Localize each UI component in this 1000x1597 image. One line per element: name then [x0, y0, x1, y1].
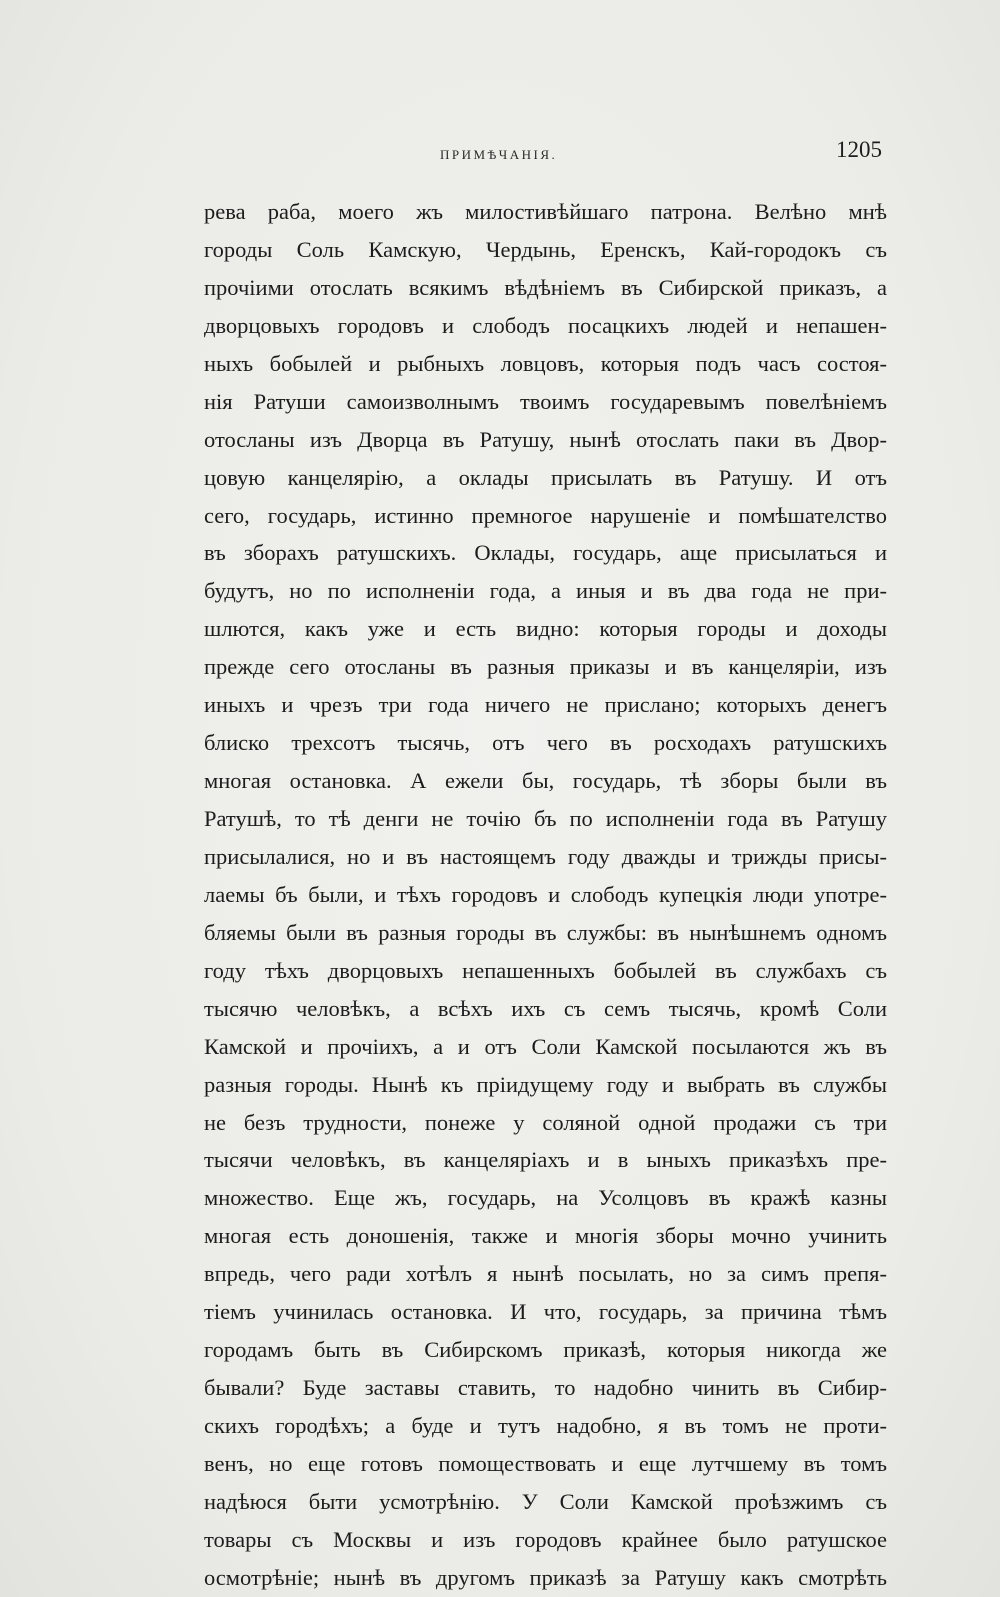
text-line: отосланы изъ Дворца въ Ратушу, нынѣ отослать паки въ Двор- [204, 426, 887, 452]
text-line: бляемы были въ разныя городы въ службы: въ нынѣшнемъ одномъ [204, 919, 887, 945]
text-line: венъ, но еще готовъ помоществовать и еще лутчшему въ томъ [204, 1450, 887, 1476]
text-line: товары съ Москвы и изъ городовъ крайнее было ратушское [204, 1526, 887, 1552]
text-line: Ратушѣ, то тѣ денги не точію бъ по исполненіи года въ Ратушу [204, 806, 887, 831]
text-line: множество. Еще жъ, государь, на Усолцовъ въ кражѣ казны [204, 1185, 887, 1211]
text-line: рева раба, моего жъ милостивѣйшаго патрона. Велѣно мнѣ [204, 199, 887, 224]
text-line: тысячю человѣкъ, а всѣхъ ихъ съ семъ тысячь, кромѣ Соли [204, 995, 887, 1021]
text-line: не безъ трудности, понеже у соляной одной продажи съ три [204, 1109, 887, 1135]
text-line: лаемы бъ были, и тѣхъ городовъ и слободъ купецкія люди употре- [204, 881, 887, 907]
text-line: въ зборахъ ратушскихъ. Оклады, государь, аще присылаться и [204, 540, 887, 566]
text-line: иныхъ и чрезъ три года ничего не прислано; которыхъ денегъ [204, 692, 887, 718]
text-line: цовую канцелярію, а оклады присылать въ Ратушу. И отъ [204, 464, 887, 490]
text-line: надѣюся быти усмотрѣнію. У Соли Камской проѣзжимъ съ [204, 1488, 887, 1514]
text-line: будутъ, но по исполненіи года, а иныя и въ два года не при- [204, 578, 887, 604]
text-line: бывали? Буде заставы ставить, то надобно чинить въ Сибир- [204, 1375, 887, 1401]
text-line: многая остановка. А ежели бы, государь, тѣ зборы были въ [204, 768, 887, 794]
text-line: городы Соль Камскую, Чердынь, Еренскъ, Кай-городокъ съ [204, 236, 887, 262]
text-line: году тѣхъ дворцовыхъ непашенныхъ бобылей въ службахъ съ [204, 957, 887, 983]
text-line: городамъ быть въ Сибирскомъ приказѣ, которыя никогда же [204, 1337, 887, 1363]
text-line: тысячи человѣкъ, въ канцеляріахъ и в ыныхъ приказѣхъ пре- [204, 1147, 887, 1173]
text-line: шлются, какъ уже и есть видно: которыя городы и доходы [204, 616, 887, 642]
text-line: осмотрѣніе; нынѣ въ другомъ приказѣ за Ратушу какъ смотрѣть [204, 1564, 887, 1590]
text-line: блиско трехсотъ тысячь, отъ чего въ росходахъ ратушскихъ [204, 730, 887, 756]
text-line: нія Ратуши самоизволнымъ твоимъ государевымъ повелѣніемъ [204, 388, 887, 414]
text-line: многая есть доношенія, также и многія зборы мочно учинить [204, 1223, 887, 1249]
body-text [204, 193, 887, 1597]
text-line: разныя городы. Нынѣ къ пріидущему году и выбрать въ службы [204, 1071, 887, 1097]
text-line: прочіими отослать всякимъ вѣдѣніемъ въ Сибирской приказъ, а [204, 274, 887, 300]
text-line: ныхъ бобылей и рыбныхъ ловцовъ, которыя подъ часъ состоя- [204, 350, 887, 376]
text-line: впредь, чего ради хотѣлъ я нынѣ посылать, но за симъ препя- [204, 1261, 887, 1287]
page-number: 1205 [836, 137, 882, 162]
text-line: скихъ городѣхъ; а буде и тутъ надобно, я въ томъ не проти- [204, 1413, 887, 1438]
running-title: ПРИМѢЧАНІЯ. [440, 147, 558, 162]
text-line: прежде сего отосланы въ разныя приказы и въ канцеляріи, изъ [204, 654, 887, 680]
text-line: тіемъ учинилась остановка. И что, государь, за причина тѣмъ [204, 1299, 887, 1325]
text-line: присылалися, но и въ настоящемъ году дважды и трижды присы- [204, 843, 887, 869]
text-line: сего, государь, истинно премногое нарушеніе и помѣшателство [204, 502, 887, 528]
text-line: Камской и прочіихъ, а и отъ Соли Камской посылаются жъ въ [204, 1033, 887, 1059]
text-line: дворцовыхъ городовъ и слободъ посацкихъ людей и непашен- [204, 312, 887, 338]
